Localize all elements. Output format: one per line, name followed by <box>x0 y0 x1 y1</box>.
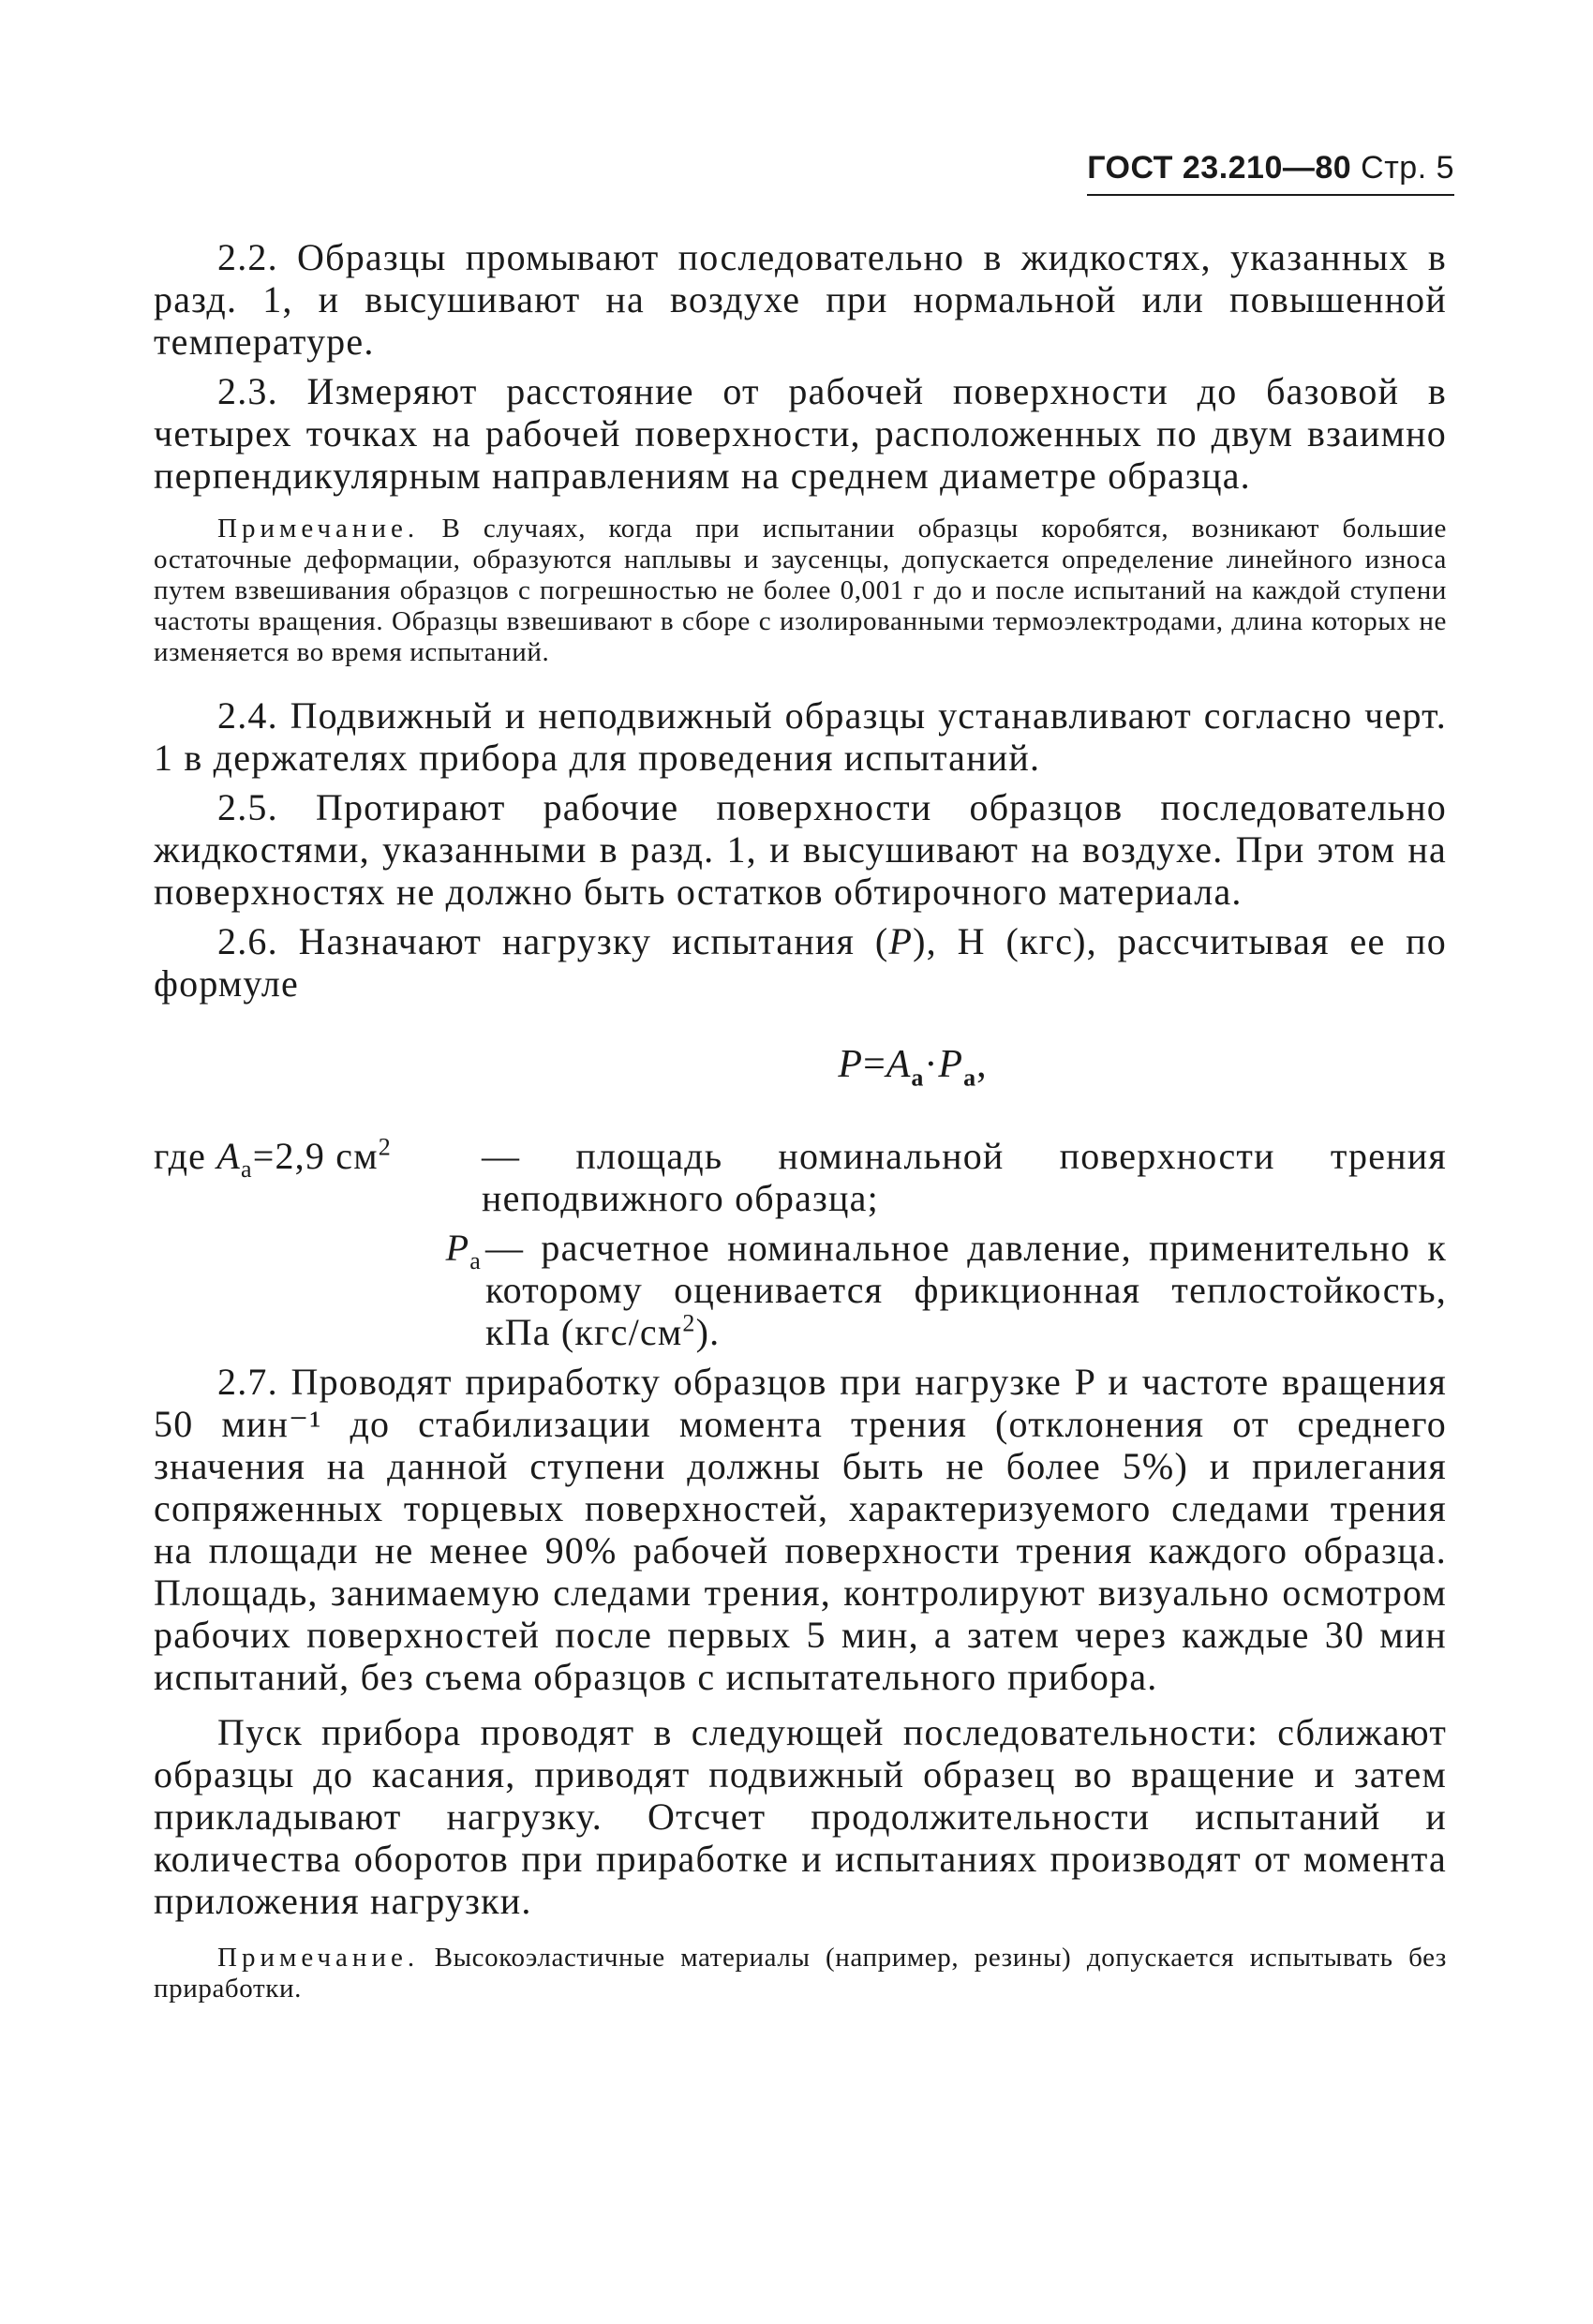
pressure-subscript: a <box>469 1247 482 1275</box>
note-1 <box>154 514 1447 668</box>
note-2-label: Примечание. <box>217 1943 420 1974</box>
paragraph-2-7: 2.7. Проводят приработку образцов при нагрузке P и частоте вращения 50 мин⁻¹ до стабилизации момента трения (отклонения от среднего значения на данной ступени должны быть не более 5%) и прилегания сопряженных торцевых поверхностей, характеризуемого следами трения на площади не менее 90% рабочей поверхности трения каждого образца. Площадь, занимаемую следами трения, контролируют визуально осмотром рабочих поверхностей после первых 5 мин, а затем через каждые 30 мин испытаний, без съема образцов с испытательного прибора. <box>154 1361 1447 1699</box>
standard-code: ГОСТ 23.210—80 <box>1087 150 1352 186</box>
note-2-text: Высокоэластичные материалы (например, резины) допускается испытывать без приработки. <box>154 1943 1447 2004</box>
formula-equals: = <box>863 1043 886 1086</box>
body-text <box>154 236 1447 2031</box>
formula-dot: · <box>924 1043 939 1086</box>
pressure-text-main: — расчетное номинальное давление, применительно к которому оценивается фрикционная теплостойкость, кПа (кгс/см <box>485 1227 1447 1354</box>
definition-area-symbol <box>154 1135 482 1219</box>
formula-area: A <box>886 1043 912 1086</box>
definition-pressure <box>154 1227 1447 1353</box>
pressure-unit-power: 2 <box>682 1310 696 1338</box>
paragraph-2-6-end: ), Н (кгс), рассчитывая ее по формуле <box>154 920 1447 1005</box>
definition-pressure-text <box>485 1227 1447 1353</box>
load-symbol: P <box>888 920 914 962</box>
area-symbol: A <box>216 1135 241 1178</box>
paragraph-2-3: 2.3. Измеряют расстояние от рабочей поверхности до базовой в четырех точках на рабочей поверхности, расположенных по двум взаимно перпендикулярным направлениям на среднем диаметре образца. <box>154 370 1447 497</box>
paragraph-2-6 <box>154 920 1447 1005</box>
definition-area-text: — площадь номинальной поверхности трения неподвижного образца; <box>482 1135 1447 1220</box>
formula-lhs: P <box>838 1043 864 1086</box>
page-number: Стр. 5 <box>1361 150 1454 186</box>
formula-comma: , <box>976 1043 988 1086</box>
definition-area <box>154 1135 1447 1219</box>
pressure-symbol: P <box>445 1227 470 1270</box>
note-1-label: Примечание. <box>217 514 420 544</box>
area-unit-power: 2 <box>378 1134 392 1162</box>
page-header <box>1087 150 1454 186</box>
formula-pressure-sub: a <box>963 1064 977 1092</box>
definition-pressure-symbol <box>154 1227 485 1353</box>
paragraph-2-5: 2.5. Протирают рабочие поверхности образцов последовательно жидкостями, указанными в разд. 1, и высушивают на воздухе. При этом на поверхностях не должно быть остатков обтирочного материала. <box>154 786 1447 913</box>
where-label: где <box>154 1135 217 1178</box>
paragraph-2-6-start: 2.6. Назначают нагрузку испытания ( <box>217 920 889 962</box>
note-1-text: В случаях, когда при испытании образцы коробятся, возникают большие остаточные деформации, образуются наплывы и заусенцы, допускается определение линейного износа путем взвешивания образцов с погрешностью не более 0,001 г до и после испытаний на каждой ступени частоты вращения. Образцы взвешивают в сборе с изолированными термоэлектродами, длина которых не изменяется во время испытаний. <box>154 514 1447 667</box>
formula-pressure: P <box>938 1043 964 1086</box>
formula-area-sub: a <box>911 1064 925 1092</box>
pressure-text-end: ). <box>695 1311 721 1354</box>
formula-definitions <box>154 1135 1447 1353</box>
load-formula <box>379 1042 1447 1092</box>
header-rule <box>1087 194 1454 196</box>
note-2 <box>154 1943 1447 2004</box>
area-subscript: a <box>240 1155 253 1184</box>
paragraph-2-4: 2.4. Подвижный и неподвижный образцы устанавливают согласно черт. 1 в держателях прибора для проведения испытаний. <box>154 694 1447 779</box>
paragraph-start-sequence: Пуск прибора проводят в следующей последовательности: сближают образцы до касания, приводят подвижный образец во вращение и затем прикладывают нагрузку. Отсчет продолжительности испытаний и количества оборотов при приработке и испытаниях производят от момента приложения нагрузки. <box>154 1711 1447 1923</box>
paragraph-2-2: 2.2. Образцы промывают последовательно в жидкостях, указанных в разд. 1, и высушивают на воздухе при нормальной или повышенной температуре. <box>154 236 1447 363</box>
area-value: =2,9 см <box>252 1135 379 1178</box>
